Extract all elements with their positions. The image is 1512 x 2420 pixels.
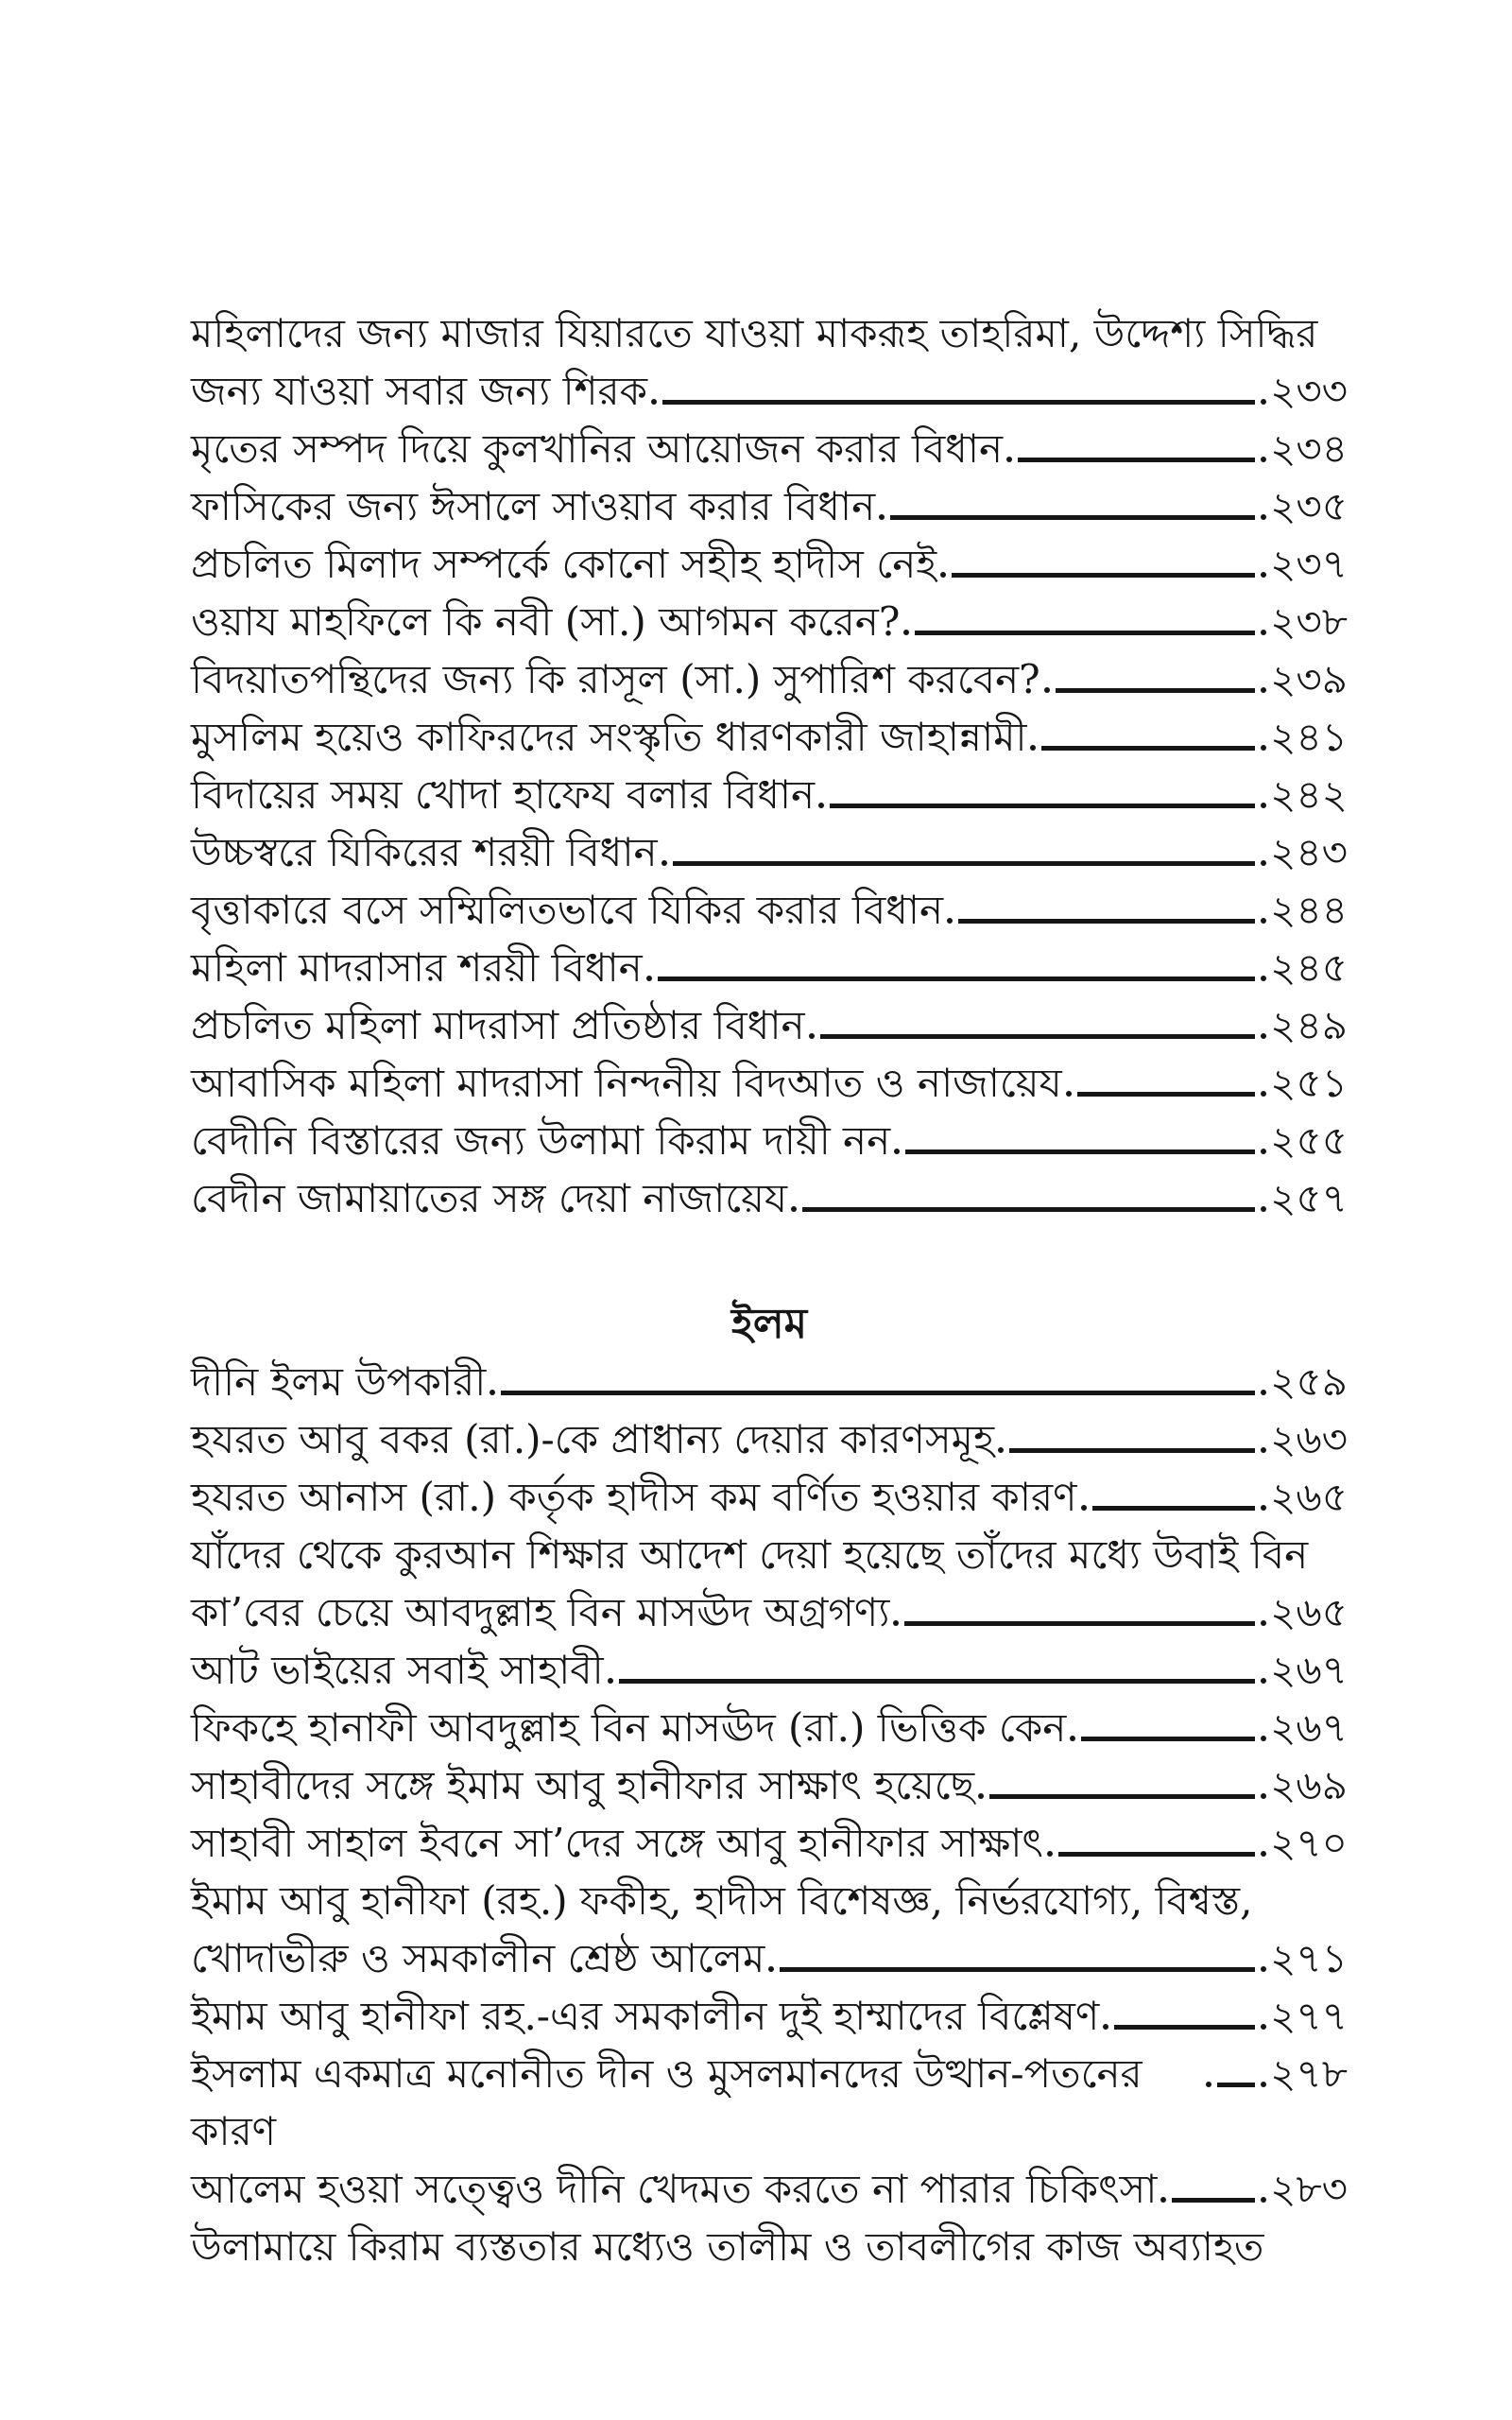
entry-row	[191, 1929, 1348, 1987]
entry-row	[191, 1699, 1348, 1756]
entry-title: মুসলিম হয়েও কাফিরদের সংস্কৃতি ধারণকারী জাহান্নামী	[191, 714, 1027, 760]
toc-entry	[191, 1169, 1348, 1227]
toc-entry	[191, 535, 1348, 593]
toc-entry	[191, 823, 1348, 881]
entry-row	[191, 766, 1348, 823]
entry-title: হযরত আবু বকর (রা.)-কে প্রাধান্য দেয়ার কারণসমূহ	[191, 1416, 995, 1462]
toc-entry	[191, 996, 1348, 1054]
dot-leader	[830, 804, 1255, 808]
entry-row	[191, 708, 1348, 766]
page-number: ২৮৩	[1270, 2166, 1348, 2212]
entry-title: আবাসিক মহিলা মাদরাসা নিন্দনীয় বিদআত ও নাজায়েয	[191, 1060, 1062, 1106]
page-number: ২৬৯	[1270, 1762, 1348, 1808]
table-of-contents	[191, 304, 1348, 2275]
page-number: ২৬৩	[1270, 1416, 1348, 1462]
entry-title: বেদীন জামায়াতের সঙ্গ দেয়া নাজায়েয	[191, 1175, 788, 1221]
entry-row	[191, 1410, 1348, 1468]
toc-entry	[191, 1410, 1348, 1468]
page-number: ২৭৮	[1270, 2050, 1348, 2097]
entry-title: আট ভাইয়ের সবাই সাহাবী	[191, 1647, 604, 1693]
dot-leader	[915, 631, 1255, 635]
toc-entry	[191, 1756, 1348, 1814]
entry-title: বিদয়াতপন্থিদের জন্য কি রাসূল (সা.) সুপারিশ করবেন?	[191, 656, 1040, 702]
page-number: ২৪৯	[1270, 1002, 1348, 1048]
entry-title: জন্য যাওয়া সবার জন্য শিরক	[191, 368, 648, 414]
toc-section	[191, 304, 1348, 1227]
toc-section	[191, 1295, 1348, 2275]
toc-entry	[191, 304, 1348, 420]
entry-title: ফাসিকের জন্য ঈসালে সাওয়াব করার বিধান	[191, 483, 876, 529]
entry-title-line: ইমাম আবু হানীফা (রহ.) ফকীহ, হাদীস বিশেষজ্ঞ, নির্ভরযোগ্য, বিশ্বস্ত,	[191, 1877, 1253, 1924]
entry-title: সাহাবী সাহাল ইবনে সা’দের সঙ্গে আবু হানীফার সাক্ষাৎ	[191, 1820, 1043, 1866]
entry-title: উচ্চস্বরে যিকিরের শরয়ী বিধান	[191, 829, 658, 875]
entry-row	[191, 1756, 1348, 1814]
page-number: ২৬৭	[1270, 1704, 1348, 1751]
entry-row	[191, 650, 1348, 708]
dot-leader	[802, 1207, 1255, 1212]
entry-row	[191, 2218, 1348, 2275]
entry-title: ইমাম আবু হানীফা রহ.-এর সমকালীন দুই হাম্মাদের বিশ্লেষণ	[191, 1993, 1100, 2039]
entry-title: দীনি ইলম উপকারী	[191, 1358, 487, 1405]
page-number: ২৪২	[1270, 771, 1348, 818]
page-number: ২৫৭	[1270, 1175, 1348, 1221]
toc-entry	[191, 1468, 1348, 1526]
toc-entry	[191, 2045, 1348, 2160]
entry-title: প্রচলিত মহিলা মাদরাসা প্রতিষ্ঠার বিধান	[191, 1002, 805, 1048]
dot-leader	[1077, 1092, 1255, 1097]
toc-entry	[191, 1814, 1348, 1872]
section-heading: ইলম	[730, 1300, 808, 1348]
dot-leader	[1092, 1506, 1256, 1511]
entry-row	[191, 2160, 1348, 2218]
dot-leader	[820, 1034, 1256, 1039]
page-number: ২৬৫	[1270, 1474, 1348, 1520]
entry-row	[191, 2045, 1348, 2160]
toc-entry	[191, 1112, 1348, 1169]
entry-row	[191, 1169, 1348, 1227]
entry-title: ওয়ায মাহফিলে কি নবী (সা.) আগমন করেন?	[191, 598, 901, 645]
dot-leader	[952, 573, 1255, 578]
dot-leader	[1172, 2198, 1255, 2203]
page-number: ২৩৮	[1270, 598, 1348, 645]
entry-title: উলামায়ে কিরাম ব্যস্ততার মধ্যেও তালীম ও তাবলীগের কাজ অব্যাহত	[191, 2223, 1264, 2270]
entry-row	[191, 939, 1348, 996]
entry-title: বৃত্তাকারে বসে সম্মিলিতভাবে যিকির করার বিধান	[191, 887, 944, 933]
dot-leader	[1217, 2083, 1255, 2087]
entry-row	[191, 1641, 1348, 1699]
page-number: ২৪৩	[1270, 829, 1348, 875]
entry-row	[191, 1112, 1348, 1169]
dot-leader	[904, 1621, 1255, 1626]
dot-leader	[989, 1794, 1255, 1799]
dot-leader	[1056, 688, 1255, 693]
entry-row	[191, 823, 1348, 881]
dot-leader	[1009, 1448, 1255, 1453]
page-number: ২৭১	[1270, 1935, 1348, 1981]
entry-title: খোদাভীরু ও সমকালীন শ্রেষ্ঠ আলেম	[191, 1935, 765, 1981]
entry-title: হযরত আনাস (রা.) কর্তৃক হাদীস কম বর্ণিত হওয়ার কারণ	[191, 1474, 1077, 1520]
toc-entry	[191, 1641, 1348, 1699]
entry-title: কা’বের চেয়ে আবদুল্লাহ বিন মাসঊদ অগ্রগণ্য	[191, 1589, 890, 1635]
page-number: ২৫১	[1270, 1060, 1348, 1106]
entry-row	[191, 1814, 1348, 1872]
entry-title: সাহাবীদের সঙ্গে ইমাম আবু হানীফার সাক্ষাৎ হয়েছে	[191, 1762, 975, 1808]
entry-row	[191, 996, 1348, 1054]
toc-entry	[191, 477, 1348, 535]
page-number: ২৫৯	[1270, 1358, 1348, 1405]
page-number: ২৩৫	[1270, 483, 1348, 529]
entry-title: আলেম হওয়া সত্ত্বেও দীনি খেদমত করতে না পারার চিকিৎসা	[191, 2166, 1158, 2212]
entry-row	[191, 1987, 1348, 2045]
entry-title: মহিলা মাদরাসার শরয়ী বিধান	[191, 944, 643, 991]
page-number: ২৩৩	[1270, 368, 1348, 414]
entry-row	[191, 593, 1348, 650]
toc-entry	[191, 939, 1348, 996]
entry-row	[191, 1353, 1348, 1410]
page-number: ২৩৭	[1270, 541, 1348, 587]
toc-entry	[191, 881, 1348, 939]
dot-leader	[780, 1967, 1255, 1972]
dot-leader	[658, 977, 1255, 981]
dot-leader	[905, 1150, 1255, 1154]
toc-entry	[191, 1872, 1348, 1987]
dot-leader	[501, 1391, 1255, 1395]
entry-title-line: মহিলাদের জন্য মাজার যিয়ারতে যাওয়া মাকরূহ তাহরিমা, উদ্দেশ্য সিদ্ধির	[191, 310, 1318, 356]
entry-title: প্রচলিত মিলাদ সম্পর্কে কোনো সহীহ হাদীস নেই	[191, 541, 937, 587]
entry-row	[191, 1468, 1348, 1526]
toc-entry	[191, 650, 1348, 708]
toc-entry	[191, 708, 1348, 766]
page-number: ২৫৫	[1270, 1117, 1348, 1164]
entry-title: বেদীনি বিস্তারের জন্য উলামা কিরাম দায়ী নন	[191, 1117, 891, 1164]
entry-row	[191, 362, 1348, 420]
entry-title: ফিকহে হানাফী আবদুল্লাহ বিন মাসঊদ (রা.) ভিত্তিক কেন	[191, 1704, 1067, 1751]
dot-leader	[1018, 458, 1255, 462]
entry-title: ইসলাম একমাত্র মনোনীত দীন ও মুসলমানদের উত্থান-পতনের কারণ	[191, 2050, 1143, 2154]
toc-entry	[191, 766, 1348, 823]
page-number: ২৪৫	[1270, 944, 1348, 991]
page-number: ২৭৭	[1270, 1993, 1348, 2039]
entry-row	[191, 1583, 1348, 1641]
toc-entry	[191, 420, 1348, 477]
dot-leader	[673, 861, 1256, 866]
entry-title-line: যাঁদের থেকে কুরআন শিক্ষার আদেশ দেয়া হয়েছে তাঁদের মধ্যে উবাই বিন	[191, 1531, 1309, 1578]
toc-entry	[191, 593, 1348, 650]
dot-leader	[1114, 2025, 1255, 2030]
toc-entry	[191, 1699, 1348, 1756]
dot-leader	[1058, 1852, 1255, 1857]
page-number: ২৬৭	[1270, 1647, 1348, 1693]
entry-row	[191, 477, 1348, 535]
dot-leader	[662, 400, 1255, 405]
entry-title: মৃতের সম্পদ দিয়ে কুলখানির আয়োজন করার বিধান	[191, 425, 1004, 472]
page-number: ২৪৪	[1270, 887, 1348, 933]
toc-entry	[191, 1054, 1348, 1112]
entry-row	[191, 1054, 1348, 1112]
page-number: ২৭০	[1270, 1820, 1348, 1866]
toc-entry	[191, 1353, 1348, 1410]
dot-leader	[619, 1679, 1255, 1684]
entry-row	[191, 535, 1348, 593]
toc-entry	[191, 1526, 1348, 1641]
toc-entry	[191, 2218, 1348, 2275]
page-number: ২৩৯	[1270, 656, 1348, 702]
dot-leader	[890, 515, 1255, 520]
entry-row	[191, 881, 1348, 939]
dot-leader	[958, 919, 1255, 924]
entry-title: বিদায়ের সময় খোদা হাফেয বলার বিধান	[191, 771, 816, 818]
page-number: ২৩৪	[1270, 425, 1348, 472]
toc-entry	[191, 1987, 1348, 2045]
entry-row	[191, 420, 1348, 477]
dot-leader	[1041, 746, 1255, 751]
page-number: ২৬৫	[1270, 1589, 1348, 1635]
toc-entry	[191, 2160, 1348, 2218]
page-number: ২৪১	[1270, 714, 1348, 760]
dot-leader	[1081, 1737, 1255, 1741]
